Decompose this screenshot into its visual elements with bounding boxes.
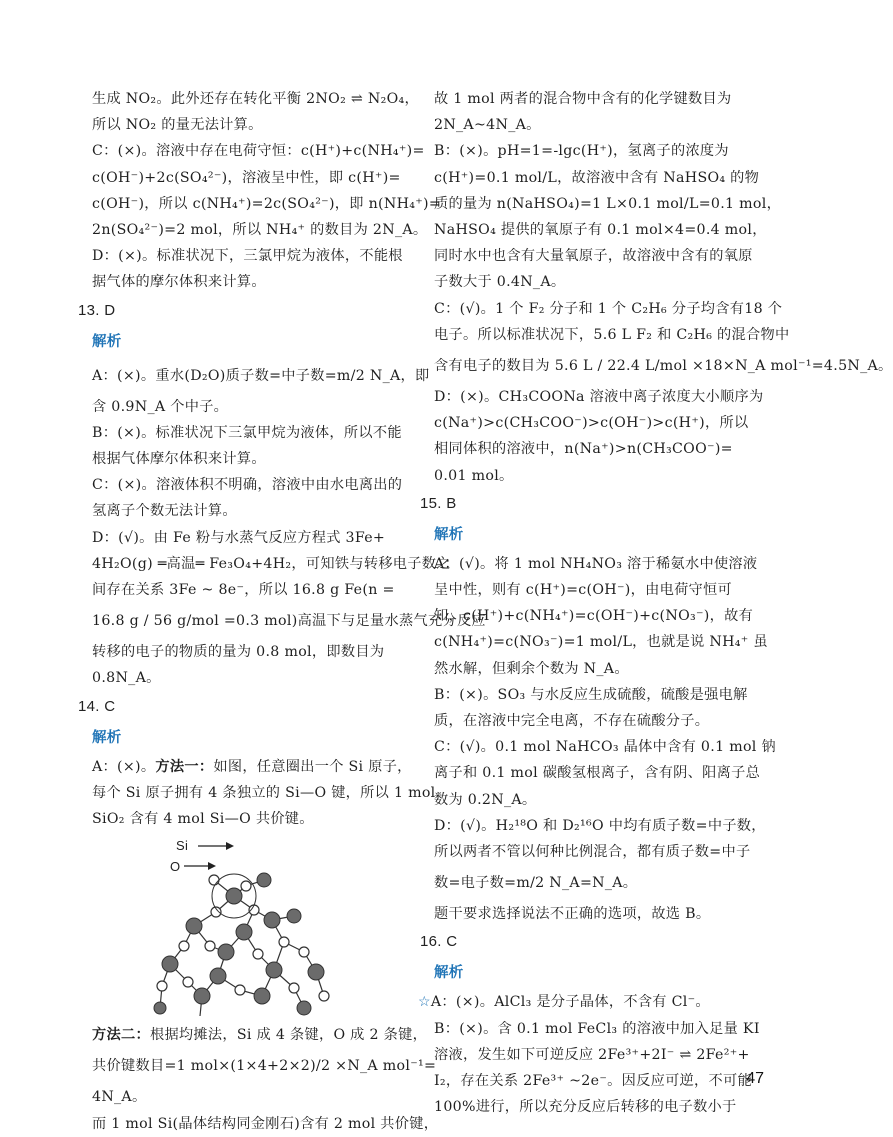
text-line: C：(√)。1 个 F₂ 分子和 1 个 C₂H₆ 分子均含有18 个: [434, 300, 783, 317]
text-line: 每个 Si 原子拥有 4 条独立的 Si—O 键，所以 1 mol: [92, 784, 436, 801]
text-line: 电子。所以标准状况下，5.6 L F₂ 和 C₂H₆ 的混合物中: [434, 326, 790, 343]
text-line: 氢离子个数无法计算。: [92, 503, 237, 520]
text-line: D：(×)。CH₃COONa 溶液中离子浓度大小顺序为: [434, 389, 764, 406]
text-line: 然水解，但剩余个数为 N_A。: [434, 660, 629, 677]
text-line: 所以两者不管以何种比例混合，都有质子数=中子: [434, 844, 751, 861]
star-icon: ☆: [418, 994, 431, 1011]
text-line: 子数大于 0.4N_A。: [434, 274, 566, 291]
text-line: B：(×)。SO₃ 与水反应生成硫酸，硫酸是强电解: [434, 686, 748, 703]
text-line: C：(×)。溶液体积不明确，溶液中由水电离出的: [92, 477, 403, 494]
analysis-label: 解析: [434, 965, 464, 982]
analysis-label: 解析: [434, 526, 464, 543]
analysis-label: 解析: [92, 729, 122, 746]
text-line: 题干要求选择说法不正确的选项，故选 B。: [434, 906, 711, 923]
text-line: 含 0.9N_A 个中子。: [92, 398, 229, 415]
text-line: 16.8 g / 56 g/mol =0.3 mol)高温下与足量水蒸气充分反应: [92, 613, 486, 630]
text-line: A：(×)。AlCl₃ 是分子晶体，不含有 Cl⁻。: [430, 994, 710, 1011]
method-two-line: [92, 1022, 428, 1048]
question-13-answer: 13. D: [78, 301, 116, 319]
method-one-title: 方法一：: [155, 758, 214, 775]
text-line: NaHSO₄ 提供的氧原子有 0.1 mol×4=0.4 mol，: [434, 222, 767, 239]
text-line: 共价键数目=1 mol×(1×4+2×2)/2 ×N_A mol⁻¹=: [92, 1058, 437, 1075]
o-label: O: [170, 859, 181, 875]
text-line: 间存在关系 3Fe ~ 8e⁻，所以 16.8 g Fe(n =: [92, 582, 395, 599]
text-line: C：(√)。0.1 mol NaHCO₃ 晶体中含有 0.1 mol 钠: [434, 739, 776, 756]
page-number: 47: [746, 1070, 764, 1087]
text-line: 溶液，发生如下可逆反应 2Fe³⁺+2I⁻ ⇌ 2Fe²⁺+: [434, 1046, 750, 1063]
text-line: SiO₂ 含有 4 mol Si—O 共价键。: [92, 811, 314, 828]
text-line: 根据气体摩尔体积来计算。: [92, 451, 266, 468]
text-line: 离子和 0.1 mol 碳酸氢根离子，含有阴、阳离子总: [434, 765, 761, 782]
text-line: B：(×)。含 0.1 mol FeCl₃ 的溶液中加入足量 KI: [434, 1020, 760, 1037]
analysis-label: 解析: [92, 333, 122, 350]
text-line: c(OH⁻)+2c(SO₄²⁻)，溶液呈中性，即 c(H⁺)=: [92, 169, 401, 186]
text-line: D：(√)。由 Fe 粉与水蒸气反应方程式 3Fe+: [92, 529, 386, 546]
sio2-crystal-diagram: [92, 832, 400, 1022]
text-line: 据气体的摩尔体积来计算。: [92, 274, 266, 291]
text-line: C：(×)。溶液中存在电荷守恒：c(H⁺)+c(NH₄⁺)=: [92, 143, 425, 160]
option-a-label: A：(×)。: [92, 758, 156, 775]
question-15-answer: 15. B: [420, 494, 457, 512]
text-line: 0.01 mol。: [434, 467, 514, 484]
text-line: 数为 0.2N_A。: [434, 791, 537, 808]
text-line: A：(√)。将 1 mol NH₄NO₃ 溶于稀氨水中使溶液: [434, 555, 758, 572]
text-line: 2n(SO₄²⁻)=2 mol，所以 NH₄⁺ 的数目为 2N_A。: [92, 222, 428, 239]
text-line: 含有电子的数目为 5.6 L / 22.4 L/mol ×18×N_A mol⁻¹=4.5N_A。: [434, 358, 893, 375]
text-line: 4H₂O(g) ═高温═ Fe₃O₄+4H₂，可知铁与转移电子数之: [92, 555, 451, 572]
text-line: c(NH₄⁺)=c(NO₃⁻)=1 mol/L，也就是说 NH₄⁺ 虽: [434, 634, 768, 651]
text-line: 故 1 mol 两者的混合物中含有的化学键数目为: [434, 91, 732, 107]
text-line: 所以 NO₂ 的量无法计算。: [92, 117, 263, 134]
text-line: I₂，存在关系 2Fe³⁺ ~2e⁻。因反应可逆，不可能: [434, 1073, 752, 1090]
text-line: c(Na⁺)>c(CH₃COO⁻)>c(OH⁻)>c(H⁺)，所以: [434, 415, 749, 432]
si-label: Si: [176, 838, 189, 854]
text-line: 生成 NO₂。此外还存在转化平衡 2NO₂ ⇌ N₂O₄，: [92, 91, 419, 107]
method-one-text: 如图，任意圈出一个 Si 原子，: [213, 758, 412, 775]
text-line: 2N_A~4N_A。: [434, 117, 541, 134]
text-line: 转移的电子的物质的量为 0.8 mol，即数目为: [92, 644, 385, 661]
text-line: 100%进行，所以充分反应后转移的电子数小于: [434, 1099, 737, 1116]
question-14-answer: 14. C: [78, 697, 116, 715]
method-one-line: [92, 754, 412, 780]
question-16-answer: 16. C: [420, 933, 458, 951]
text-line: 同时水中也含有大量氧原子，故溶液中含有的氧原: [434, 248, 753, 265]
text-line: D：(√)。H₂¹⁸O 和 D₂¹⁶O 中均有质子数=中子数，: [434, 817, 766, 834]
method-two-text: 根据均摊法，Si 成 4 条键，O 成 2 条键，: [149, 1027, 428, 1044]
text-line: B：(×)。pH=1=-lgc(H⁺)，氢离子的浓度为: [434, 143, 729, 160]
text-line: 数=电子数=m/2 N_A=N_A。: [434, 875, 638, 892]
text-line: A：(×)。重水(D₂O)质子数=中子数=m/2 N_A，即: [92, 367, 430, 384]
text-line: 0.8N_A。: [92, 670, 161, 687]
text-line: 而 1 mol Si(晶体结构同金刚石)含有 2 mol 共价键，: [92, 1115, 439, 1132]
text-line: 相同体积的溶液中，n(Na⁺)>n(CH₃COO⁻)=: [434, 441, 733, 458]
text-line: c(H⁺)=0.1 mol/L，故溶液中含有 NaHSO₄ 的物: [434, 169, 760, 186]
text-line: c(OH⁻)，所以 c(NH₄⁺)=2c(SO₄²⁻)，即 n(NH₄⁺)=: [92, 195, 442, 212]
text-line: 质的量为 n(NaHSO₄)=1 L×0.1 mol/L=0.1 mol，: [434, 195, 782, 212]
text-line: 呈中性，则有 c(H⁺)=c(OH⁻)，由电荷守恒可: [434, 582, 733, 599]
text-line: B：(×)。标准状况下三氯甲烷为液体，所以不能: [92, 424, 402, 441]
crystal-structure-svg: [154, 836, 334, 1022]
text-line: D：(×)。标准状况下，三氯甲烷为液体，不能根: [92, 248, 403, 265]
text-line-starred: [418, 989, 742, 1015]
method-two-title: 方法二：: [92, 1027, 150, 1044]
text-line: 4N_A。: [92, 1089, 147, 1106]
text-line: 质，在溶液中完全电离，不存在硫酸分子。: [434, 713, 710, 730]
text-line: 知，c(H⁺)+c(NH₄⁺)=c(OH⁻)+c(NO₃⁻)，故有: [434, 608, 754, 625]
